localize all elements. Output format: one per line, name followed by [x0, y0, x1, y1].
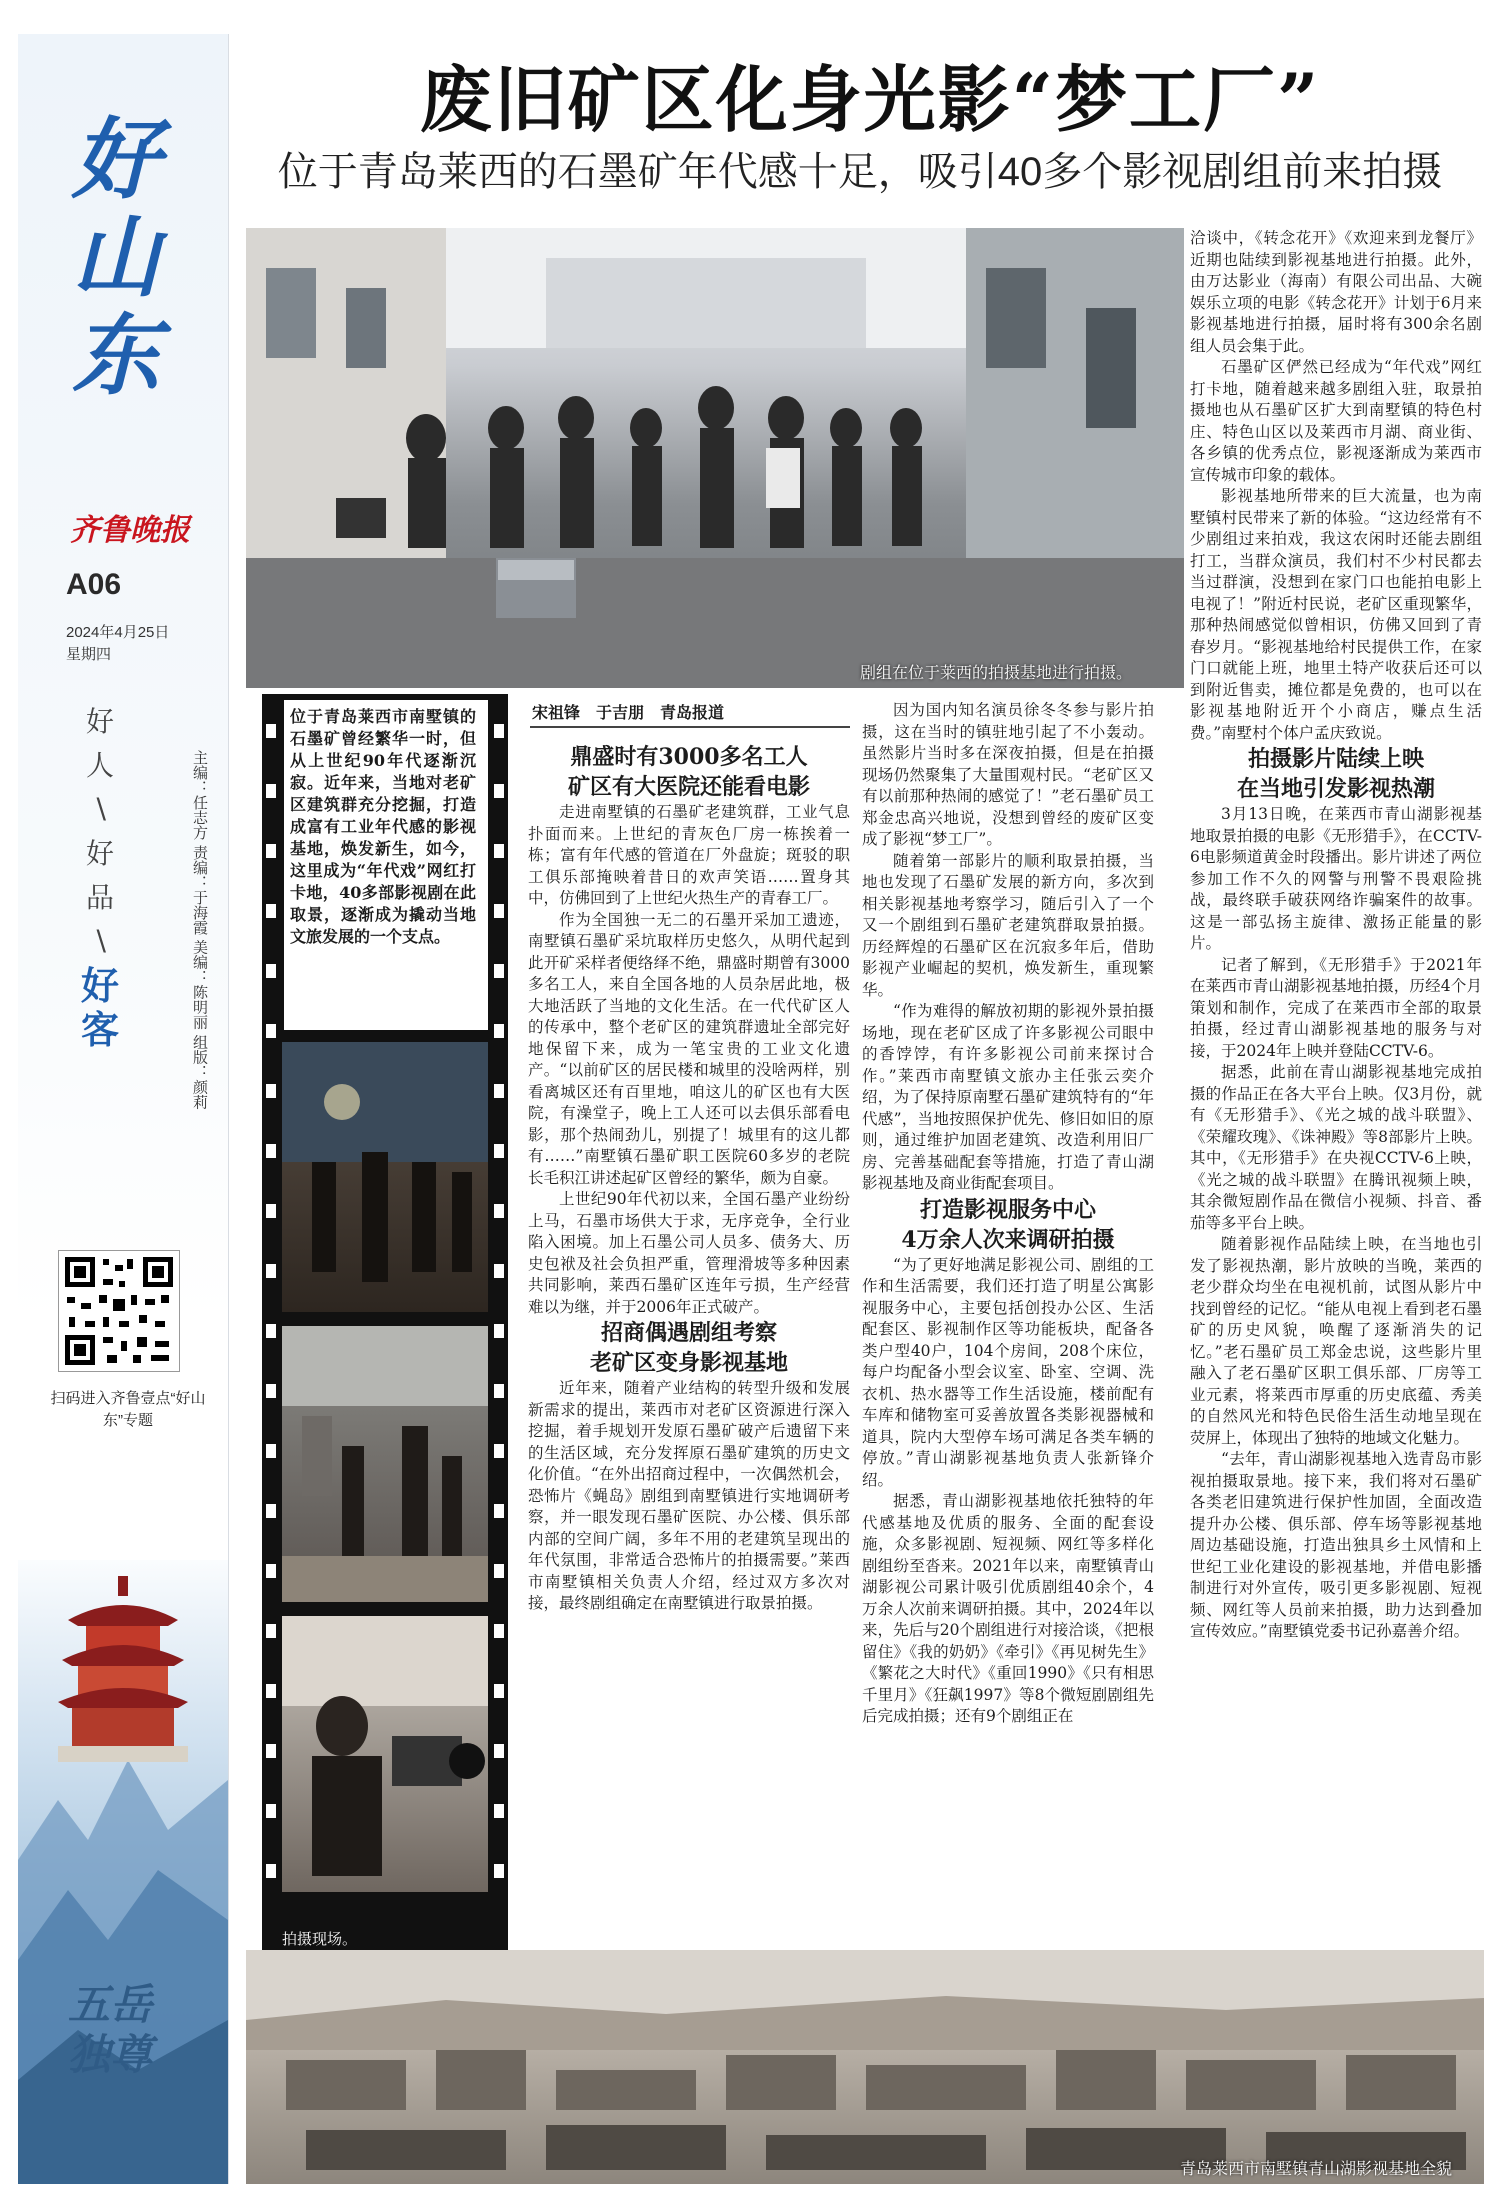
slogan-separator: ∖ [91, 925, 109, 958]
film-sprocket [494, 1084, 504, 1098]
pagoda-icon [58, 1560, 188, 1780]
film-sprocket [266, 964, 276, 978]
film-sprocket [494, 1504, 504, 1518]
article-column-3 [1190, 228, 1482, 1643]
film-photo-icon [282, 1326, 488, 1602]
film-sprocket [266, 1804, 276, 1818]
paragraph: “为了更好地满足影视公司、剧组的工作和生活需要，我们还打造了明星公寓影视服务中心，主要包括创投办公区、生活配套区、影视制作区等功能板块，配备各类户型40户，104个房间，208个床位，每户均配备小型会议室、卧室、空调、洗衣机、热水器等工作生活设施，楼前配有车库和储物室可妥善放置各类影视器械和道具，院内大型停车场可满足各类车辆的停放。”青山湖影视基地负责人张新锋介绍。 [862, 1255, 1154, 1489]
film-sprocket [494, 1864, 504, 1878]
section-title-line: 鼎盛时有3000多名工人 [570, 744, 808, 770]
paragraph: 据悉，青山湖影视基地依托独特的年代感基地及优质的服务、全面的配套设施，众多影视剧、短视频、网红等多样化剧组纷至沓来。2021年以来，南墅镇青山湖影视公司累计吸引优质剧组40余个，4万余人次前来调研拍摄。其中，2024年以来，先后与20个剧组进行对接洽谈，《把根留住》《我的奶奶》《牵引》《再见树先生》《繁花之大时代》《重回1990》《只有相思千里月》《狂飙1997》等8个微短剧剧组先后完成拍摄；还有9个剧组正在 [862, 1492, 1154, 1725]
film-sprocket [266, 1864, 276, 1878]
film-sprocket [494, 1144, 504, 1158]
film-sprocket [494, 964, 504, 978]
film-sprocket [494, 1564, 504, 1578]
section-title-line: 招商偶遇剧组考察 [600, 1320, 777, 1346]
headline: 废旧矿区化身光影“梦工厂” [419, 57, 1321, 142]
weekday-text: 星期四 [66, 646, 112, 663]
film-sprocket [266, 1744, 276, 1758]
section-title [862, 1195, 1154, 1255]
qr-caption: 扫码进入齐鲁壹点“好山东”专题 [50, 1390, 206, 1429]
qr-code[interactable] [58, 1250, 180, 1372]
film-sprocket [266, 1624, 276, 1638]
byline-divider [530, 726, 850, 728]
main-photo-film-crew [246, 228, 1184, 688]
pagoda-illustration [58, 1560, 188, 1780]
paragraph: 影视基地所带来的巨大流量，也为南墅镇村民带来了新的体验。“这边经常有不少剧组过来拍戏，我这农闲时还能去剧组打工，当群众演员，我们村不少村民都去当过群演，没想到在家门口也能拍电影上电视了！”附近村民说，老矿区重现繁华，那种热闹感觉似曾相识，仿佛又回到了青春岁月。“影视基地给村民提供工作，在家门口就能上班，地里土特产收获后还可以到附近售卖，摊位都是免费的，也可以在影视基地附近开个小商店，赚点生活费。”南墅村个体户孟庆致说。 [1190, 487, 1482, 742]
newspaper-logo: 齐鲁晚报 [70, 513, 190, 548]
article-column-1 [528, 742, 850, 1615]
film-sprocket [266, 1204, 276, 1218]
paragraph: 记者了解到，《无形猎手》于2021年在莱西市青山湖影视基地拍摄，历经4个月策划和制作，完成了在莱西市全部的取景拍摄，经过青山湖影视基地的服务与对接，于2024年上映并登陆CCTV-6。 [1190, 955, 1482, 1060]
paragraph: 随着第一部影片的顺利取景拍摄，当地也发现了石墨矿发展的新方向，多次到相关影视基地考察学习，随后引入了一个又一个剧组到石墨矿老建筑群取景拍摄。历经辉煌的石墨矿区在沉寂多年后，借助影视产业崛起的契机，焕发新生，重现繁华。 [862, 851, 1154, 999]
editor-credits: 主编：任志方 责编：于海霞 美编：陈明丽 组版：颜莉 [191, 750, 209, 1110]
film-sprocket [494, 1204, 504, 1218]
film-sprocket [494, 1264, 504, 1278]
section-title-line: 矿区有大医院还能看电影 [567, 774, 810, 800]
paragraph: “去年，青山湖影视基地入选青岛市影视拍摄取景地。接下来，我们将对石墨矿各类老旧建筑进行保护性加固，全面改造提升办公楼、俱乐部、停车场等影视基地周边基础设施，打造出独具乡土风情和上世纪工业化建设的影视基地，并借电影播制进行对外宣传，吸引更多影视剧、短视频、网红等人员前来拍摄，助力达到叠加宣传效应。”南墅镇党委书记孙嘉善介绍。 [1190, 1450, 1482, 1640]
bottom-photo-caption: 青岛莱西市南墅镇青山湖影视基地全貌 [1180, 2161, 1453, 2178]
page-number: A06 [66, 568, 122, 601]
film-sprocket [494, 1744, 504, 1758]
film-sprocket [494, 1384, 504, 1398]
paragraph: 走进南墅镇的石墨矿老建筑群，工业气息扑面而来。上世纪的青灰色厂房一栋挨着一栋；富有年代感的管道在厂外盘旋；斑驳的职工俱乐部掩映着昔日的欢声笑语……置身其中，仿佛回到了上世纪火热生产的青春工厂。 [528, 803, 850, 907]
slogan-char: 人 [85, 749, 114, 782]
film-photo-night-shoot [282, 1042, 488, 1312]
slogan-char: 好 [85, 837, 114, 870]
section-title-line: 4万余人次来调研拍摄 [901, 1226, 1115, 1253]
film-sprocket [266, 904, 276, 918]
slogan-char: 客 [80, 1007, 119, 1052]
section-title [528, 1318, 850, 1378]
film-photo-icon [282, 1042, 488, 1312]
film-sprocket [266, 1564, 276, 1578]
section-title [528, 742, 850, 802]
film-sprocket [494, 1324, 504, 1338]
film-sprocket [266, 1504, 276, 1518]
film-sprocket [266, 1324, 276, 1338]
calligraphy-text: 五岳独尊 [67, 1980, 152, 2079]
film-sprocket [266, 784, 276, 798]
paragraph: 作为全国独一无二的石墨开采加工遗迹，南墅镇石墨矿采坑取样历史悠久，从明代起到此开矿采样者便络绎不绝，鼎盛时期曾有3000多名工人，来自全国各地的人员杂居此地，极大地活跃了当地的文化生活。在一代代矿区人的传承中，整个老矿区的建筑群遗址全部完好地保留下来，成为一笔宝贵的工业文化遗产。“以前矿区的居民楼和城里的没啥两样，别看离城区还有百里地，咱这儿的矿区也有大医院，有澡堂子，晚上工人还可以去俱乐部看电影，那个热闹劲儿，别提了！城里有的这儿都有……”南墅镇石墨矿职工医院60多岁的老院长毛积江讲述起矿区曾经的繁华，颇为自豪。 [528, 910, 850, 1187]
film-sprocket [266, 844, 276, 858]
film-photo-camera-operator [282, 1616, 488, 1892]
aerial-panorama-icon [246, 1950, 1484, 2184]
slogan-char: 品 [85, 881, 114, 914]
film-photo-icon [282, 1616, 488, 1892]
paragraph: 据悉，此前在青山湖影视基地完成拍摄的作品正在各大平台上映。仅3月份，就有《无形猎手》、《光之城的战斗联盟》、《荣耀玫瑰》、《诛神殿》等8部影片上映。其中，《无形猎手》在央视CCTV-6上映，《光之城的战斗联盟》在腾讯视频上映，其余微短剧作品在微信小视频、抖音、番茄等多平台上映。 [1190, 1063, 1482, 1232]
column-brand-title: 好山东 [71, 107, 160, 407]
film-sprocket [266, 1384, 276, 1398]
bottom-photo-base-panorama [246, 1950, 1484, 2184]
film-sprocket [494, 904, 504, 918]
section-title-line: 拍摄影片陆续上映 [1247, 746, 1424, 772]
main-photo-caption: 剧组在位于莱西的拍摄基地进行拍摄。 [860, 665, 1133, 682]
paragraph: 石墨矿区俨然已经成为“年代戏”网红打卡地，随着越来越多剧组入驻，取景拍摄地也从石墨矿区扩大到南墅镇的特色村庄、特色山区以及莱西市月湖、商业街、各乡镇的优秀点位，影视逐渐成为莱西市宣传城市印象的载体。 [1190, 358, 1482, 484]
paragraph: 3月13日晚，在莱西市青山湖影视基地取景拍摄的电影《无形猎手》，在CCTV-6电影频道黄金时段播出。影片讲述了两位参加工作不久的网警与刑警不畏艰险挑战，最终联手破获网络诈骗案件的故事。这是一部弘扬主旋律、激扬正能量的影片。 [1190, 805, 1482, 952]
film-sprocket [266, 724, 276, 738]
film-sprocket [494, 724, 504, 738]
film-sprocket [494, 1024, 504, 1038]
film-sprocket [494, 1804, 504, 1818]
film-crew-photo-icon [246, 228, 1184, 688]
slogan-char: 好 [85, 705, 114, 738]
paragraph: 上世纪90年代初以来，全国石墨产业纷纷上马，石墨市场供大于求，无序竞争，全行业陷入困境。加上石墨公司人员多、债务大、历史包袱及社会负担严重，管理滑坡等多种因素共同影响，莱西石墨矿区连年亏损，生产经营难以为继，并于2006年正式破产。 [528, 1190, 850, 1316]
section-title-line: 老矿区变身影视基地 [589, 1350, 788, 1376]
issue-date [66, 622, 169, 666]
film-sprocket [266, 1024, 276, 1038]
section-title-line: 打造影视服务中心 [919, 1196, 1096, 1223]
film-sprocket [494, 1624, 504, 1638]
film-sprocket [494, 784, 504, 798]
article-column-2 [862, 700, 1154, 1728]
film-sprocket [266, 1264, 276, 1278]
film-strip-caption: 拍摄现场。 [282, 1931, 358, 1948]
qr-code-icon [59, 1251, 179, 1371]
film-sprocket [266, 1444, 276, 1458]
byline: 宋祖锋 于吉朋 青岛报道 [532, 705, 725, 722]
paragraph: 随着影视作品陆续上映，在当地也引发了影视热潮，影片放映的当晚，莱西的老少群众均坐在电视机前，试图从影片中找到曾经的记忆。“能从电视上看到老石墨矿的历史风貌，唤醒了逐渐消失的记忆。”老石墨矿员工郑金忠说，这些影片里融入了老石墨矿区职工俱乐部、厂房等工业元素，将莱西市厚重的历史底蕴、秀美的自然风光和特色民俗生活生动地呈现在荧屏上，体现出了独特的地域文化魅力。 [1190, 1235, 1482, 1447]
film-sprocket [266, 1084, 276, 1098]
film-sprocket [494, 1444, 504, 1458]
slogan-separator: ∖ [91, 793, 109, 826]
paragraph: 近年来，随着产业结构的转型升级和发展新需求的提出，莱西市对老矿区资源进行深入挖掘，着手规划开发原石墨矿破产后遗留下来的生活区域，充分发挥原石墨矿建筑的历史文化价值。“在外出招商过程中，一次偶然机会，恐怖片《蝇岛》剧组到南墅镇进行实地调研考察，并一眼发现石墨矿医院、办公楼、俱乐部内部的空间广阔，多年不用的老建筑呈现出的年代氛围，非常适合恐怖片的拍摄需要。”莱西市南墅镇相关负责人介绍，经过双方多次对接，最终剧组确定在南墅镇进行取景拍摄。 [528, 1379, 850, 1612]
section-title [1190, 744, 1482, 804]
film-sprocket [494, 1684, 504, 1698]
paragraph: 因为国内知名演员徐冬冬参与影片拍摄，这在当时的镇驻地引起了不小轰动。虽然影片当时多在深夜拍摄，但是在拍摄现场仍然聚集了大量围观村民。“老矿区又有以前那种热闹的感觉了！”老石墨矿员工郑金忠高兴地说，没想到曾经的废矿区变成了影视“梦工厂”。 [862, 701, 1154, 848]
paragraph: “作为难得的解放初期的影视外景拍摄场地，现在老矿区成了许多影视公司眼中的香饽饽，有许多影视公司前来探讨合作。”莱西市南墅镇文旅办主任张云奕介绍，为了保持原南墅石墨矿建筑特有的“年代感”，当地按照保护优先、修旧如旧的原则，通过维护加固老建筑、改造利用旧厂房、完善基础配套等措施，打造了青山湖影视基地及商业街配套项目。 [862, 1002, 1154, 1192]
date-text: 2024年4月25日 [66, 624, 170, 641]
paragraph: 洽谈中，《转念花开》《欢迎来到龙餐厅》近期也陆续到影视基地进行拍摄。此外，由万达影业（海南）有限公司出品、大碗娱乐立项的电影《转念花开》计划于6月来影视基地进行拍摄，届时将有300余名剧组人员会集于此。 [1190, 229, 1482, 355]
section-title-line: 在当地引发影视热潮 [1236, 776, 1435, 802]
subheadline: 位于青岛莱西的石墨矿年代感十足，吸引40多个影视剧组前来拍摄 [277, 150, 1443, 194]
slogan-char: 好 [80, 963, 119, 1008]
film-photo-hall-shoot [282, 1326, 488, 1602]
film-sprocket [266, 1684, 276, 1698]
film-sprocket [266, 1144, 276, 1158]
film-sprocket [494, 844, 504, 858]
sidebar-slogan [80, 700, 120, 1052]
article-intro: 位于青岛莱西市南墅镇的石墨矿曾经繁华一时，但从上世纪90年代逐渐沉寂。近年来，当地对老矿区建筑群充分挖掘，打造成富有工业年代感的影视基地，焕发新生，如今，这里成为“年代戏”网红打卡地，40多部影视剧在此取景，逐渐成为撬动当地文旅发展的一个支点。 [290, 707, 476, 946]
